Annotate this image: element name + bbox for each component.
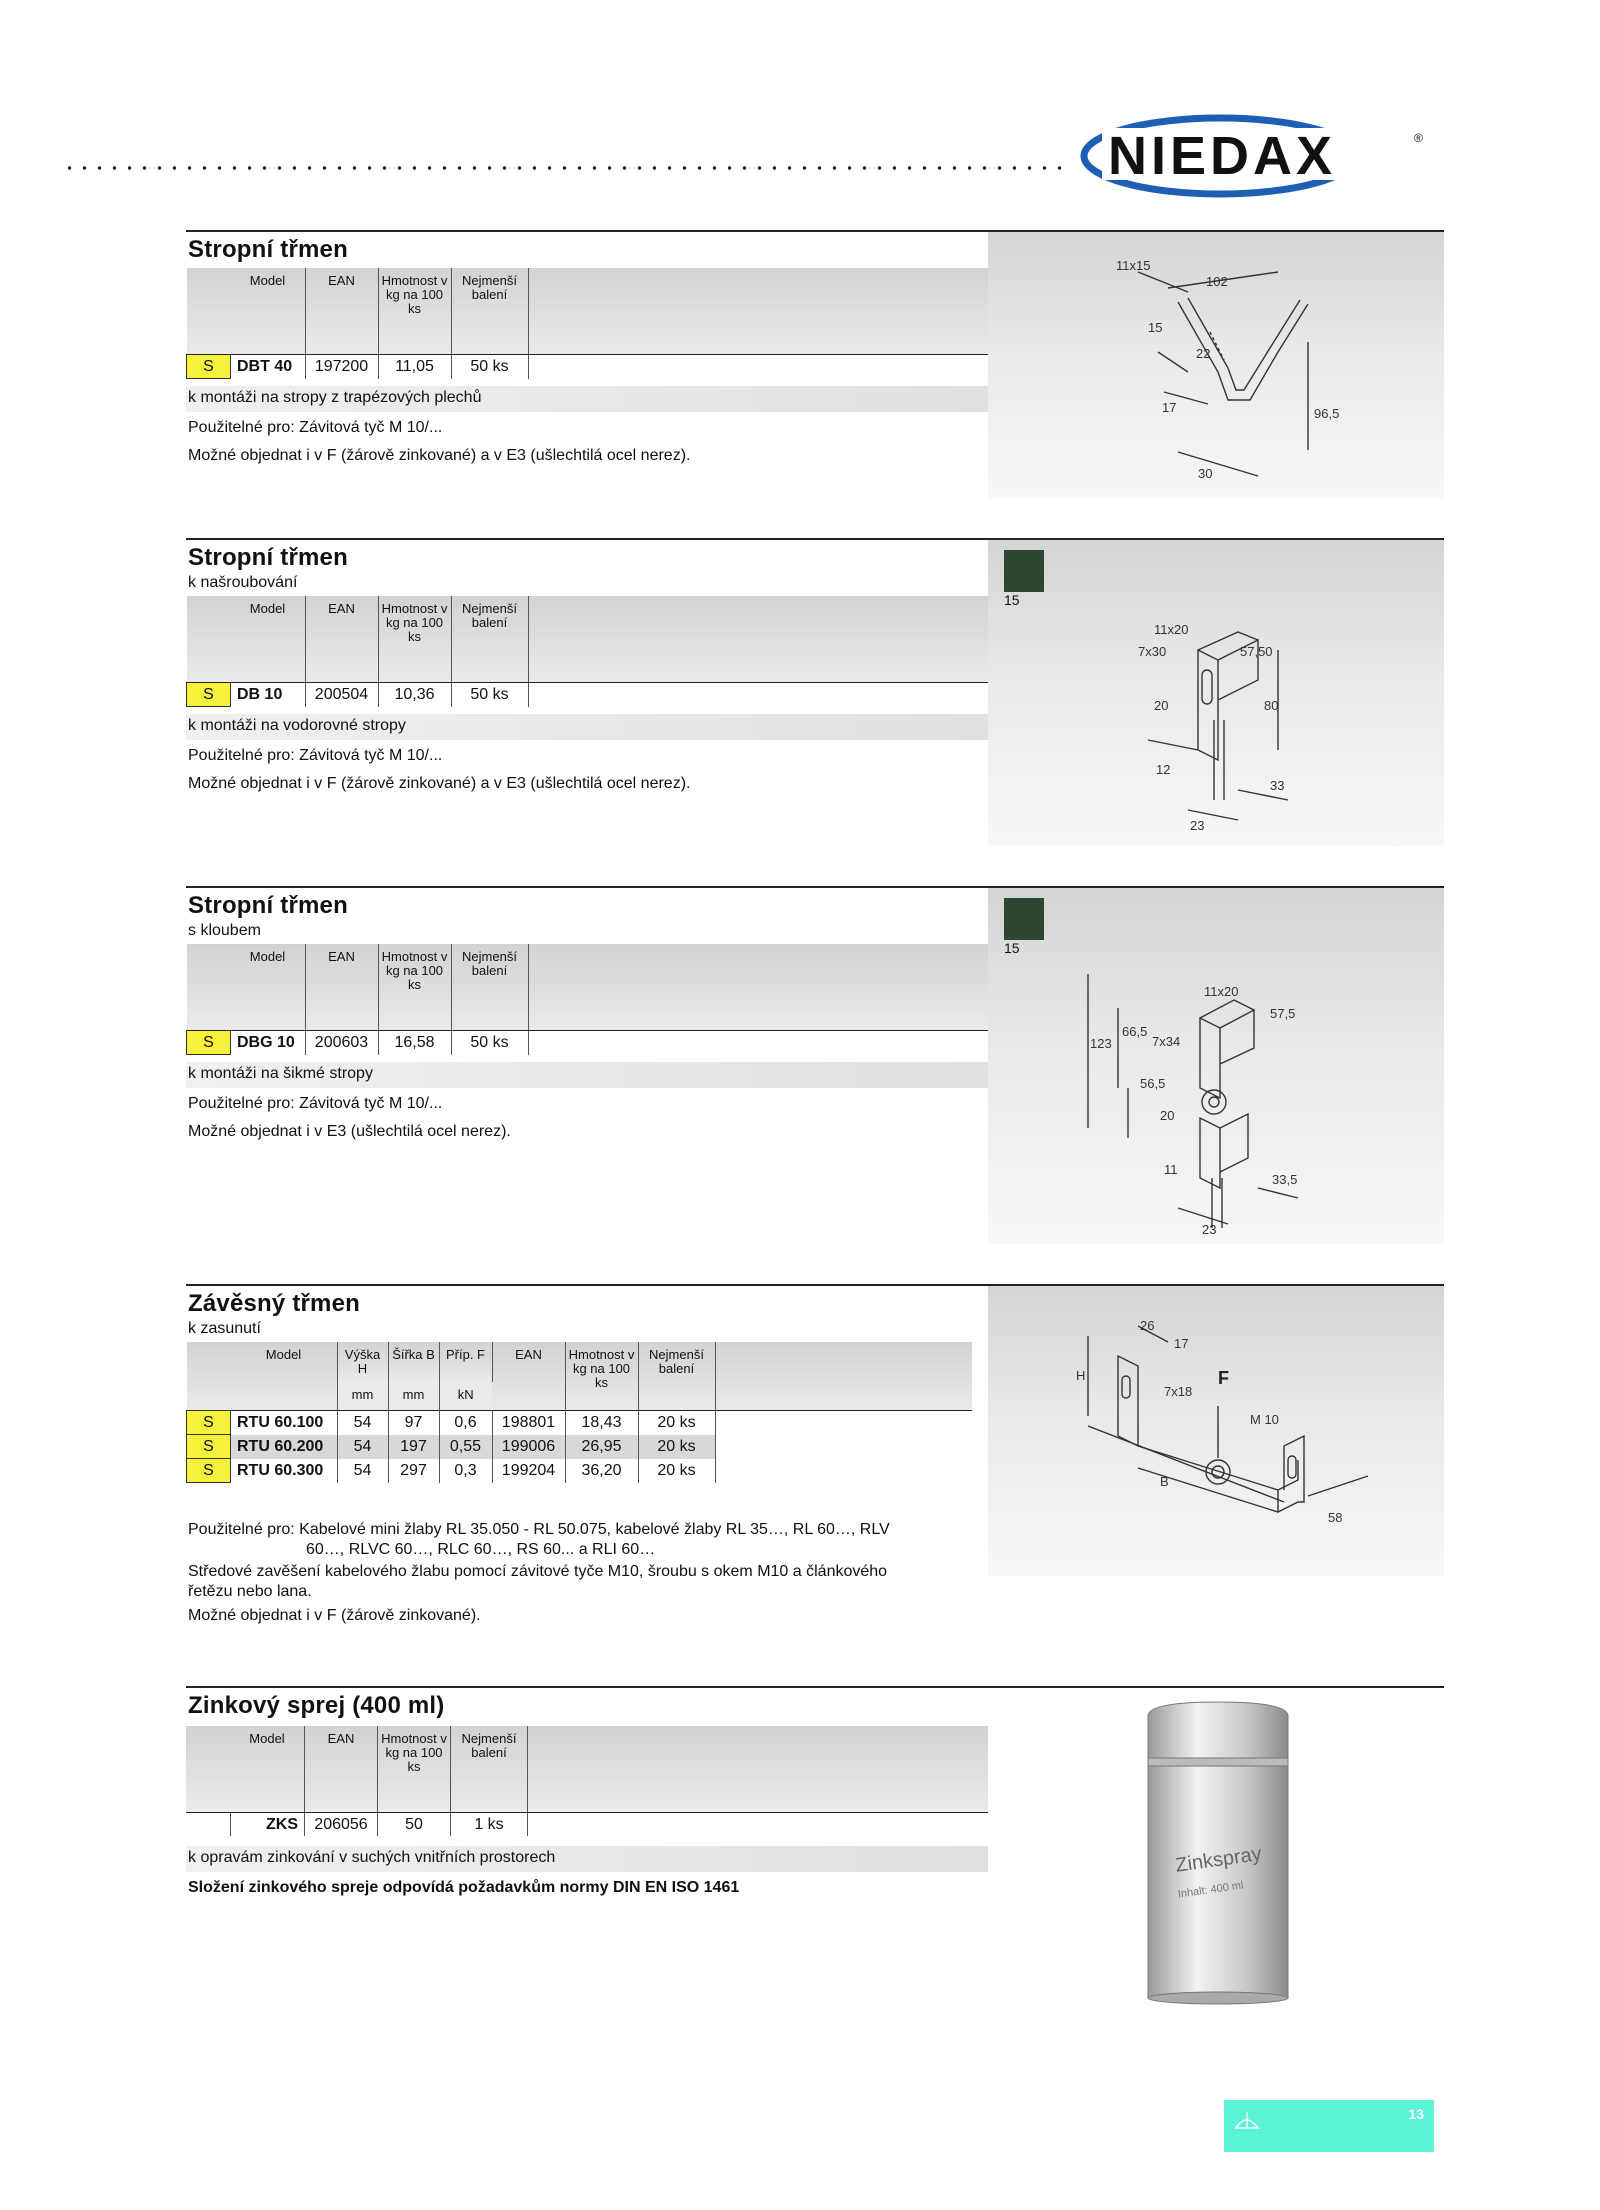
svg-text:11x20: 11x20 [1204, 984, 1239, 999]
svg-text:96,5: 96,5 [1314, 406, 1340, 421]
order-line: Možné objednat i v F (žárově zinkované) a v E3 (ušlechtilá ocel nerez). [188, 775, 691, 792]
ean-cell: 197200 [305, 355, 378, 379]
quantity-badge: 15 [1004, 940, 1020, 956]
product-table [186, 596, 1017, 707]
section-dbg10 [186, 886, 1444, 1246]
ean-cell: 198801 [492, 1411, 565, 1435]
weight-cell: 16,58 [378, 1031, 451, 1055]
section-title: Stropní třmen [188, 544, 348, 571]
weight-cell: 18,43 [565, 1411, 638, 1435]
spray-can-image [988, 1688, 1444, 2008]
section-title: Stropní třmen [188, 892, 348, 919]
model-cell: DB 10 [231, 683, 306, 707]
quantity-badge: 15 [1004, 592, 1020, 608]
svg-text:11x20: 11x20 [1154, 622, 1189, 637]
col-weight: Hmotnost v kg na 100 ks [378, 268, 451, 355]
section-dbt40 [186, 230, 1444, 500]
product-table [186, 268, 1017, 379]
col-ean: EAN [305, 268, 378, 355]
usage-line: Použitelné pro: Kabelové mini žlaby RL 35.050 - RL 50.075, kabelové žlaby RL 35…, RL 60…, RLV [188, 1521, 890, 1538]
svg-text:123: 123 [1090, 1036, 1112, 1051]
unit-mm: mm [337, 1382, 388, 1411]
col-force: Příp. F [439, 1342, 492, 1382]
table-row [187, 355, 1017, 379]
svg-text:M 10: M 10 [1250, 1412, 1279, 1427]
col-pack: Nejmenší balení [451, 268, 528, 355]
svg-text:57,5: 57,5 [1270, 1006, 1296, 1021]
table-row [187, 1435, 972, 1459]
table-row [187, 1459, 972, 1483]
section-db10 [186, 538, 1444, 848]
weight-cell: 10,36 [378, 683, 451, 707]
col-model: Model [231, 944, 306, 1031]
col-pack: Nejmenší balení [451, 1726, 528, 1813]
col-model: Model [231, 1342, 338, 1411]
svg-text:11x15: 11x15 [1116, 258, 1151, 273]
force-cell: 0,6 [439, 1411, 492, 1435]
svg-text:15: 15 [1148, 320, 1163, 335]
svg-text:NIEDAX: NIEDAX [1108, 126, 1337, 186]
pack-cell: 50 ks [451, 683, 528, 707]
svg-text:26: 26 [1140, 1318, 1155, 1333]
svg-text:66,5: 66,5 [1122, 1024, 1148, 1039]
svg-text:57,50: 57,50 [1240, 644, 1273, 659]
svg-text:7x30: 7x30 [1138, 644, 1167, 659]
force-cell: 0,55 [439, 1435, 492, 1459]
model-cell: RTU 60.100 [231, 1411, 338, 1435]
col-pack: Nejmenší balení [638, 1342, 715, 1411]
product-drawing-panel [988, 888, 1444, 1244]
note-bar: k montáži na šikmé stropy [186, 1062, 988, 1088]
product-drawing-panel [988, 540, 1444, 846]
svg-text:80: 80 [1264, 698, 1279, 713]
standard-line: Složení zinkového spreje odpovídá požadavkům normy DIN EN ISO 1461 [188, 1879, 740, 1896]
col-pack: Nejmenší balení [451, 944, 528, 1031]
table-row [187, 683, 1017, 707]
dotted-header-rule [62, 166, 1072, 170]
pack-cell: 1 ks [451, 1813, 528, 1837]
pack-cell: 50 ks [451, 1031, 528, 1055]
svg-text:22: 22 [1196, 346, 1211, 361]
col-weight: Hmotnost v kg na 100 ks [378, 944, 451, 1031]
weight-cell: 50 [378, 1813, 451, 1837]
svg-text:7x18: 7x18 [1164, 1384, 1193, 1399]
stock-badge: S [187, 1459, 231, 1483]
order-line: Možné objednat i v F (žárově zinkované). [188, 1607, 481, 1624]
mounting-line-cont: řetězu nebo lana. [188, 1583, 312, 1600]
note-bar: k montáži na stropy z trapézových plechů [186, 386, 988, 412]
weight-cell: 11,05 [378, 355, 451, 379]
col-weight: Hmotnost v kg na 100 ks [565, 1342, 638, 1411]
usage-line: Použitelné pro: Závitová tyč M 10/... [188, 419, 443, 436]
col-weight: Hmotnost v kg na 100 ks [378, 596, 451, 683]
page-number-box [1224, 2100, 1434, 2152]
unit-kn: kN [439, 1382, 492, 1411]
product-image-panel [988, 1688, 1444, 2008]
ean-cell: 206056 [305, 1813, 378, 1837]
col-pack: Nejmenší balení [451, 596, 528, 683]
pack-cell: 20 ks [638, 1435, 715, 1459]
model-cell: ZKS [230, 1813, 305, 1837]
svg-text:56,5: 56,5 [1140, 1076, 1166, 1091]
bracket-drawing [988, 1286, 1444, 1576]
ean-cell: 199006 [492, 1435, 565, 1459]
order-line: Možné objednat i v F (žárově zinkované) a v E3 (ušlechtilá ocel nerez). [188, 447, 691, 464]
stock-badge: S [187, 1435, 231, 1459]
svg-text:17: 17 [1162, 400, 1177, 415]
svg-text:12: 12 [1156, 762, 1171, 777]
usage-line: Použitelné pro: Závitová tyč M 10/... [188, 1095, 443, 1112]
svg-text:7x34: 7x34 [1152, 1034, 1181, 1049]
section-title: Závěsný třmen [188, 1290, 361, 1317]
svg-text:58: 58 [1328, 1510, 1343, 1525]
model-cell: DBT 40 [231, 355, 306, 379]
stock-badge: S [187, 683, 231, 707]
svg-text:33,5: 33,5 [1272, 1172, 1298, 1187]
svg-text:®: ® [1414, 131, 1423, 145]
svg-text:30: 30 [1198, 466, 1213, 481]
weight-cell: 26,95 [565, 1435, 638, 1459]
unit-mm: mm [388, 1382, 439, 1411]
col-ean: EAN [492, 1342, 565, 1411]
product-drawing-panel [988, 1286, 1444, 1576]
width-cell: 197 [388, 1435, 439, 1459]
product-table [186, 944, 1017, 1055]
col-ean: EAN [305, 1726, 378, 1813]
niedax-logo [1080, 110, 1440, 206]
col-model: Model [231, 268, 306, 355]
col-width: Šířka B [388, 1342, 439, 1382]
section-subtitle: s kloubem [188, 922, 261, 939]
ean-cell: 200504 [305, 683, 378, 707]
col-ean: EAN [305, 944, 378, 1031]
ean-cell: 200603 [305, 1031, 378, 1055]
model-cell: RTU 60.300 [231, 1459, 338, 1483]
bracket-drawing [988, 232, 1444, 498]
svg-text:B: B [1160, 1474, 1169, 1489]
col-weight: Hmotnost v kg na 100 ks [378, 1726, 451, 1813]
svg-text:F: F [1218, 1368, 1229, 1388]
weight-cell: 36,20 [565, 1459, 638, 1483]
height-cell: 54 [337, 1459, 388, 1483]
pack-cell: 20 ks [638, 1459, 715, 1483]
can-label: Zinkspray [1174, 1842, 1263, 1877]
product-table [186, 1726, 1016, 1836]
model-cell: DBG 10 [231, 1031, 306, 1055]
col-ean: EAN [305, 596, 378, 683]
usage-line: Použitelné pro: Závitová tyč M 10/... [188, 747, 443, 764]
height-cell: 54 [337, 1411, 388, 1435]
page-number: 13 [1408, 2106, 1424, 2122]
note-bar: k montáži na vodorovné stropy [186, 714, 988, 740]
mounting-line: Středové zavěšení kabelového žlabu pomocí závitové tyče M10, šroubu s okem M10 a článkového [188, 1563, 888, 1580]
width-cell: 97 [388, 1411, 439, 1435]
table-row [187, 1031, 1017, 1055]
col-model: Model [230, 1726, 305, 1813]
height-cell: 54 [337, 1435, 388, 1459]
section-rtu60 [186, 1284, 1444, 1664]
svg-text:17: 17 [1174, 1336, 1189, 1351]
can-sublabel: Inhalt: 400 ml [1177, 1879, 1245, 1901]
bracket-drawing [988, 888, 1444, 1244]
usage-line-cont: 60…, RLVC 60…, RLC 60…, RS 60... a RLI 60… [306, 1541, 656, 1558]
product-table [186, 1342, 972, 1483]
section-title: Stropní třmen [188, 236, 348, 263]
bracket-drawing [988, 540, 1444, 846]
pack-cell: 50 ks [451, 355, 528, 379]
product-drawing-panel [988, 232, 1444, 498]
svg-text:33: 33 [1270, 778, 1285, 793]
col-height: Výška H [337, 1342, 388, 1382]
table-row [187, 1411, 972, 1435]
width-cell: 297 [388, 1459, 439, 1483]
stock-badge: S [187, 1411, 231, 1435]
force-cell: 0,3 [439, 1459, 492, 1483]
section-subtitle: k našroubování [188, 574, 298, 591]
ean-cell: 199204 [492, 1459, 565, 1483]
svg-text:23: 23 [1190, 818, 1205, 833]
order-line: Možné objednat i v E3 (ušlechtilá ocel nerez). [188, 1123, 511, 1140]
svg-text:20: 20 [1154, 698, 1169, 713]
pack-cell: 20 ks [638, 1411, 715, 1435]
stock-badge: S [187, 1031, 231, 1055]
section-subtitle: k zasunutí [188, 1320, 261, 1337]
svg-text:20: 20 [1160, 1108, 1175, 1123]
model-cell: RTU 60.200 [231, 1435, 338, 1459]
svg-text:H: H [1076, 1368, 1086, 1383]
catalog-icon [1232, 2110, 1262, 2134]
svg-text:11: 11 [1164, 1162, 1178, 1177]
note-bar: k opravám zinkování v suchých vnitřních prostorech [186, 1846, 988, 1872]
stock-badge: S [187, 355, 231, 379]
section-zks [186, 1686, 1444, 2006]
table-row [186, 1813, 1016, 1837]
section-title: Zinkový sprej (400 ml) [188, 1692, 445, 1719]
col-model: Model [231, 596, 306, 683]
svg-text:23: 23 [1202, 1222, 1217, 1237]
svg-text:102: 102 [1206, 274, 1228, 289]
